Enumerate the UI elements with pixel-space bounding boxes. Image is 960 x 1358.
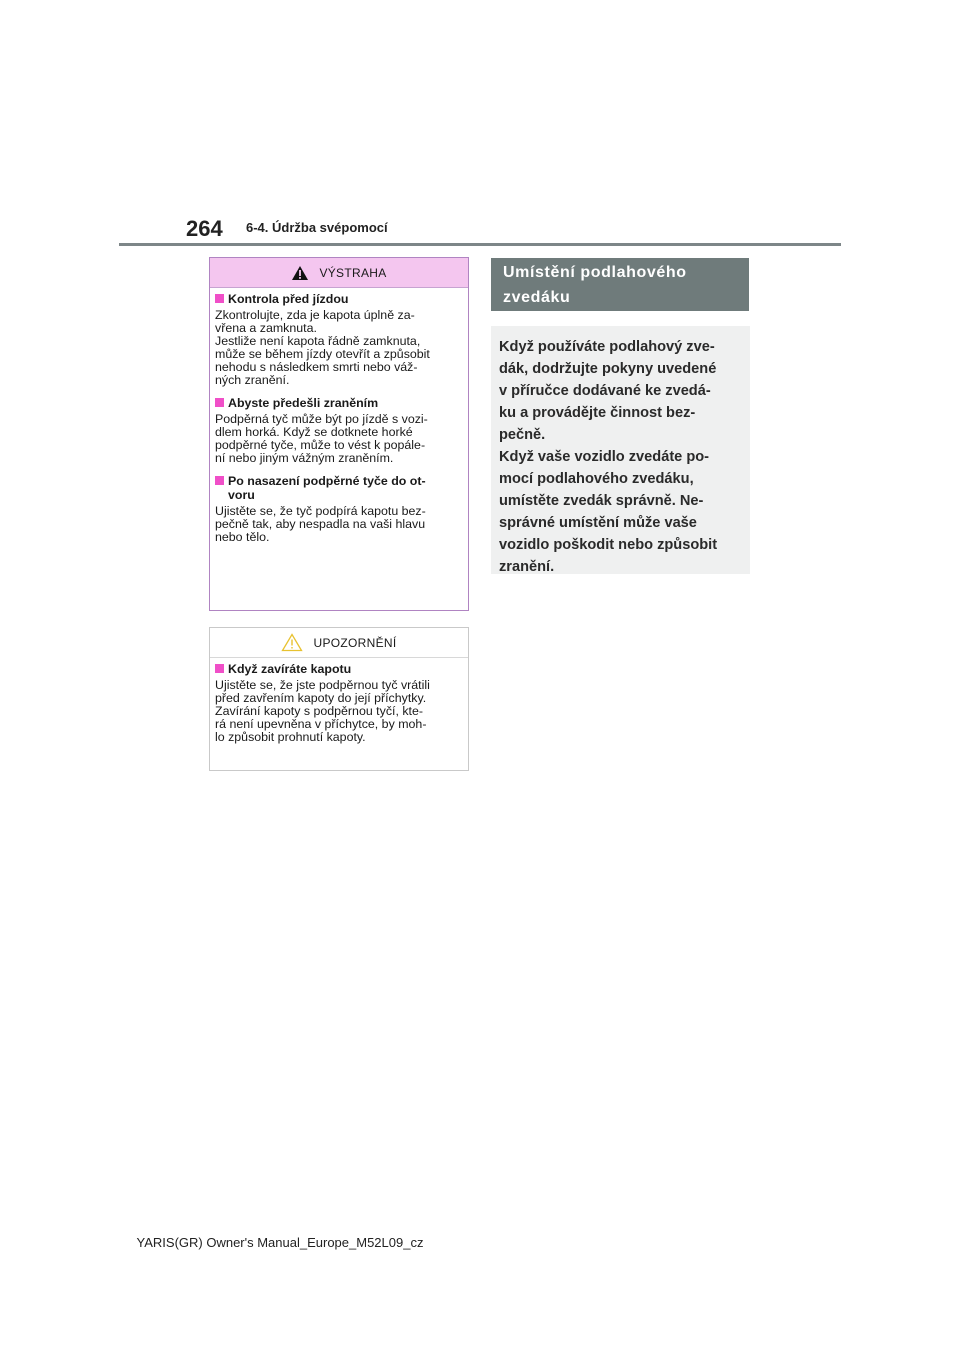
item-title: Kontrola před jízdou [228,292,349,306]
text-line: vozidlo poškodit nebo způsobit [499,537,718,553]
text-line: ných zranění. [215,373,290,387]
heading-line: Umístění podlahového [503,264,687,281]
text-line: Když vaše vozidlo zvedáte po- [499,449,710,465]
text-line: Podpěrná tyč může být po jízdě s vozi- [215,412,428,426]
text-line: může se během jízdy otevřít a způsobit [215,347,430,361]
caution-label: UPOZORNĚNÍ [313,635,397,650]
text-line: vřena a zamknuta. [215,321,317,335]
text-line: ní nebo jiným vážným zraněním. [215,451,394,465]
text-line: Zkontrolujte, zda je kapota úplně za- [215,308,415,322]
text-line: Ujistěte se, že tyč podpírá kapotu bez- [215,504,426,518]
warning-box [209,257,469,611]
warning-header [210,258,468,288]
text-line: mocí podlahového zvedáku, [499,471,694,487]
text-line: Když používáte podlahový zve- [499,339,715,355]
text-line: pečně tak, aby nespadla na vaši hlavu [215,517,426,531]
text-line: lo způsobit prohnutí kapoty. [215,730,366,744]
item-text [215,413,463,465]
page-header [0,0,960,250]
bullet-square-icon [215,476,224,485]
bullet-square-icon [215,664,224,673]
caution-header [210,628,468,658]
item-title: Po nasazení podpěrné tyče do ot- voru [228,474,426,502]
item-title: Abyste předešli zraněním [228,396,379,410]
warning-triangle-icon [291,265,309,281]
text-line: dák, dodržujte pokyny uvedené [499,361,717,377]
header-divider [119,243,841,246]
caution-item [215,662,463,744]
item-text [215,505,463,544]
page-number: 264 [186,216,223,241]
bullet-square-icon [215,398,224,407]
warning-item [215,396,463,465]
text-line: ku a provádějte činnost bez- [499,405,696,421]
text-line: rá není upevněna v příchytce, by moh- [215,717,427,731]
text-line: správné umístění může vaše [499,515,697,531]
warning-item [215,474,463,544]
text-line: před zavřením kapoty do její příchytky. [215,691,427,705]
jack-section-body [491,326,750,574]
text-line: zranění. [499,559,555,575]
text-line: pečně. [499,427,546,443]
text-line: Jestliže není kapota řádně zamknuta, [215,334,421,348]
section-title: 6-4. Údržba svépomocí [246,220,388,235]
heading-line: zvedáku [503,289,571,306]
caution-triangle-icon [281,633,303,652]
item-text [215,309,463,387]
text-line: v příručce dodávané ke zvedá- [499,383,711,399]
text-line: nebo tělo. [215,530,270,544]
page-footer [0,1235,960,1250]
text-line: Zavírání kapoty s podpěrnou tyčí, kte- [215,704,423,718]
text-line: nehodu s následkem smrti nebo váž- [215,360,418,374]
item-text [215,679,463,744]
text-line: Ujistěte se, že jste podpěrnou tyč vrátili [215,678,430,692]
text-line: podpěrné tyče, může to vést k popále- [215,438,426,452]
text-line: dlem horká. Když se dotknete horké [215,425,413,439]
warning-label: VÝSTRAHA [319,265,387,280]
jack-section-heading [491,258,749,311]
text-line: umístěte zvedák správně. Ne- [499,493,704,509]
item-title: Když zavíráte kapotu [228,662,352,676]
bullet-square-icon [215,294,224,303]
caution-box [209,627,469,771]
warning-item [215,292,463,387]
footer-text: YARIS(GR) Owner's Manual_Europe_M52L09_cz [136,1235,424,1250]
